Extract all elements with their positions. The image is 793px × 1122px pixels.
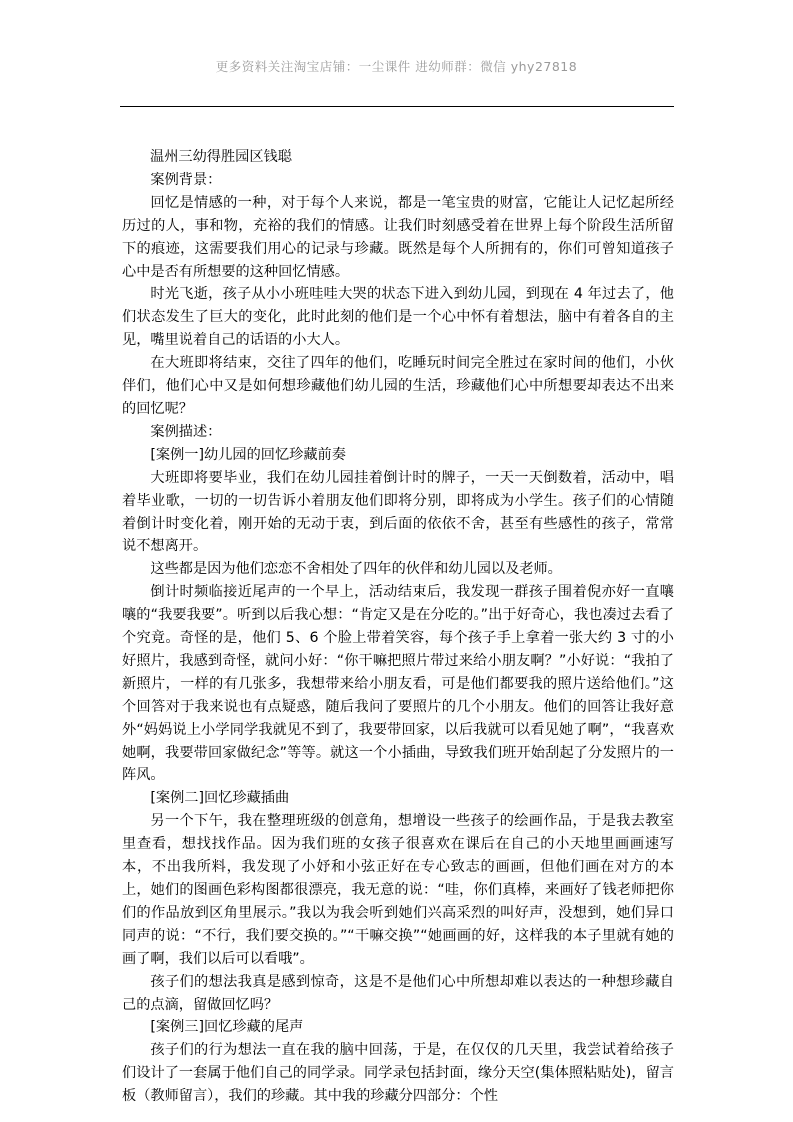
paragraph: 倒计时频临接近尾声的一个早上，活动结束后，我发现一群孩子围着倪亦好一直嚷嚷的“我要我要”。听到以后我心想：“肯定又是在分吃的。”出于好奇心，我也凑过去看了个究竟。奇怪的是，他们 5、6 个脸上带着笑容，每个孩子手上拿着一张大约 3 寸的小好照片，我感到奇怪，就问小好：“你干嘛把照片带过来给小朋友啊？”小好说：“我拍了新照片，一样的有几张多，我想带来给小朋友看，可是他们都要我的照片送给他们。”这个回答对于我来说也有点疑惑，随后我问了要照片的几个小朋友。他们的回答让我好意外“妈妈说上小学同学我就见不到了，我要带回家，以后我就可以看见她了啊”，“我喜欢她啊，我要带回家做纪念”等等。就这一个小插曲，导致我们班开始刮起了分发照片的一阵风。	[122, 584, 674, 784]
paragraph: 这些都是因为他们恋恋不舍相处了四年的伙伴和幼儿园以及老师。	[150, 561, 562, 578]
header-divider	[120, 106, 674, 107]
author-line: 温州三幼得胜园区钱聪	[150, 149, 292, 165]
paragraph: 大班即将要毕业，我们在幼儿园挂着倒计时的牌子，一天一天倒数着，活动中，唱着毕业歌，一切的一切告诉小着朋友他们即将分别，即将成为小学生。孩子们的心情随着倒计时变化着，刚开始的无动于衷，到后面的依依不舍，甚至有些感性的孩子，常常说不想离开。	[122, 469, 674, 555]
paragraph: 另一个下午，我在整理班级的创意角，想增设一些孩子的绘画作品，于是我去教室里查看，想找找作品。因为我们班的女孩子很喜欢在课后在自己的小天地里画画速写本，不出我所料，我发现了小妤和小弦正好在专心致志的画画，但他们画在对方的本上，她们的图画色彩构图都很漂亮，我无意的说：“哇，你们真棒，来画好了钱老师把你们的作品放到区角里展示。”我以为我会听到她们兴高采烈的叫好声，没想到，她们异口同声的说：“不行，我们要交换的。”“干嘛交换”“她画画的好，这样我的本子里就有她的画了啊，我们以后可以看哦”。	[122, 813, 674, 967]
section-heading-background: 案例背景：	[150, 171, 222, 188]
paragraph: 孩子们的想法我真是感到惊奇，这是不是他们心中所想却难以表达的一种想珍藏自己的点滴，留做回忆吗？	[122, 973, 674, 1013]
paragraph: 在大班即将结束，交往了四年的他们，吃睡玩时间完全胜过在家时间的他们，小伙伴们，他们心中又是如何想珍藏他们幼儿园的生活，珍藏他们心中所想要却表达不出来的回忆呢？	[122, 355, 674, 417]
paragraph: 时光飞逝，孩子从小小班哇哇大哭的状态下进入到幼儿园，到现在 4 年过去了，他们状态发生了巨大的变化，此时此刻的他们是一个心中怀有着想法，脑中有着各自的主见，嘴里说着自己的话语的小大人。	[122, 286, 674, 349]
case-heading-2: [案例二]回忆珍藏插曲	[150, 790, 290, 807]
paragraph: 回忆是情感的一种，对于每个人来说，都是一笔宝贵的财富，它能让人记忆起所经历过的人，事和物，充裕的我们的情感。让我们时刻感受着在世界上每个阶段生活所留下的痕迹，这需要我们用心的记录与珍藏。既然是每个人所拥有的，你们可曾知道孩子心中是否有所想要的这种回忆情感。	[122, 194, 674, 280]
section-heading-description: 案例描述：	[150, 423, 222, 440]
document-body	[122, 146, 674, 1108]
paragraph: 孩子们的行为想法一直在我的脑中回荡，于是，在仅仅的几天里，我尝试着给孩子们设计了一套属于他们自己的同学录。同学录包括封面，缘分天空(集体照粘贴处)，留言板（教师留言），我们的珍藏。其中我的珍藏分四部分：个性	[122, 1042, 674, 1105]
page-header-note: 更多资料关注淘宝店铺：一尘课件 进幼师群：微信 yhy27818	[215, 59, 578, 74]
case-heading-1: [案例一]幼儿园的回忆珍藏前奏	[150, 446, 346, 463]
case-heading-3: [案例三]回忆珍藏的尾声	[150, 1019, 304, 1036]
